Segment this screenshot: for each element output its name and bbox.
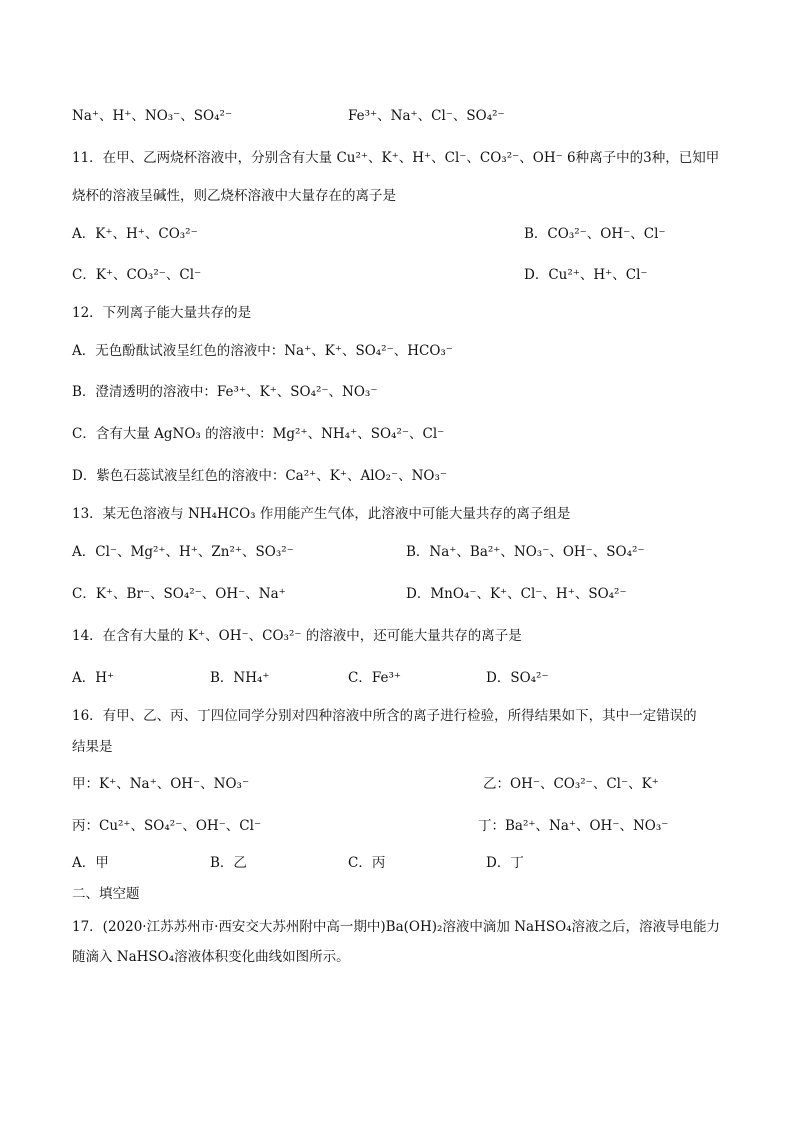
q13-stem: 13．某无色溶液与 NH₄HCO₃ 作用能产生气体，此溶液中可能大量共存的离子组是 [72, 506, 571, 522]
q14-option-c: C．Fe³⁺ [348, 670, 401, 686]
q12-option-a: A．无色酚酞试液呈红色的溶液中：Na⁺、K⁺、SO₄²⁻、HCO₃⁻ [72, 343, 453, 359]
q16-option-b: B．乙 [210, 855, 247, 871]
q16-result-yi: 乙：OH⁻、CO₃²⁻、Cl⁻、K⁺ [483, 776, 659, 792]
q17-stem-line1: 17．(2020·江苏苏州市·西安交大苏州附中高一期中)Ba(OH)₂溶液中滴加 NaHSO₄溶液之后，溶液导电能力 [72, 919, 721, 935]
q16-result-jia: 甲：K⁺、Na⁺、OH⁻、NO₃⁻ [72, 776, 250, 792]
q11-stem-line1: 11．在甲、乙两烧杯溶液中，分别含有大量 Cu²⁺、K⁺、H⁺、Cl⁻、CO₃²⁻、OH⁻ 6种离子中的3种，已知甲 [72, 150, 720, 166]
q16-option-c: C．丙 [348, 855, 386, 871]
q11-option-a: A．K⁺、H⁺、CO₃²⁻ [72, 226, 198, 242]
q16-stem-line2: 结果是 [72, 739, 113, 755]
q13-option-b: B．Na⁺、Ba²⁺、NO₃⁻、OH⁻、SO₄²⁻ [406, 544, 645, 560]
q13-option-a: A．Cl⁻、Mg²⁺、H⁺、Zn²⁺、SO₃²⁻ [72, 544, 294, 560]
q13-option-d: D．MnO₄⁻、K⁺、Cl⁻、H⁺、SO₄²⁻ [406, 586, 627, 602]
q16-stem-line1: 16．有甲、乙、丙、丁四位同学分别对四种溶液中所含的离子进行检验，所得结果如下，其中一定错误的 [72, 708, 697, 724]
q10-option-d: Fe³⁺、Na⁺、Cl⁻、SO₄²⁻ [348, 108, 505, 124]
q11-option-c: C．K⁺、CO₃²⁻、Cl⁻ [72, 267, 202, 283]
q14-option-a: A．H⁺ [72, 670, 115, 686]
q14-option-b: B．NH₄⁺ [210, 670, 270, 686]
q12-option-c: C．含有大量 AgNO₃ 的溶液中：Mg²⁺、NH₄⁺、SO₄²⁻、Cl⁻ [72, 426, 445, 442]
q12-option-d: D．紫色石蕊试液呈红色的溶液中：Ca²⁺、K⁺、AlO₂⁻、NO₃⁻ [72, 468, 448, 484]
q16-result-bing: 丙：Cu²⁺、SO₄²⁻、OH⁻、Cl⁻ [72, 818, 262, 834]
q16-result-ding: 丁：Ba²⁺、Na⁺、OH⁻、NO₃⁻ [478, 818, 669, 834]
q11-option-d: D．Cu²⁺、H⁺、Cl⁻ [524, 267, 648, 283]
q11-option-b: B．CO₃²⁻、OH⁻、Cl⁻ [524, 226, 666, 242]
q13-option-c: C．K⁺、Br⁻、SO₄²⁻、OH⁻、Na⁺ [72, 586, 286, 602]
q14-option-d: D．SO₄²⁻ [486, 670, 549, 686]
q14-stem: 14．在含有大量的 K⁺、OH⁻、CO₃²⁻ 的溶液中，还可能大量共存的离子是 [72, 628, 522, 644]
q11-stem-line2: 烧杯的溶液呈碱性，则乙烧杯溶液中大量存在的离子是 [72, 188, 396, 204]
q17-stem-line2: 随滴入 NaHSO₄溶液体积变化曲线如图所示。 [72, 949, 350, 965]
section-title-fill-in: 二、填空题 [72, 886, 140, 902]
q12-option-b: B．澄清透明的溶液中：Fe³⁺、K⁺、SO₄²⁻、NO₃⁻ [72, 384, 378, 400]
q16-option-d: D．丁 [486, 855, 524, 871]
q10-option-c: Na⁺、H⁺、NO₃⁻、SO₄²⁻ [72, 108, 233, 124]
q16-option-a: A．甲 [72, 855, 109, 871]
q12-stem: 12．下列离子能大量共存的是 [72, 305, 252, 321]
